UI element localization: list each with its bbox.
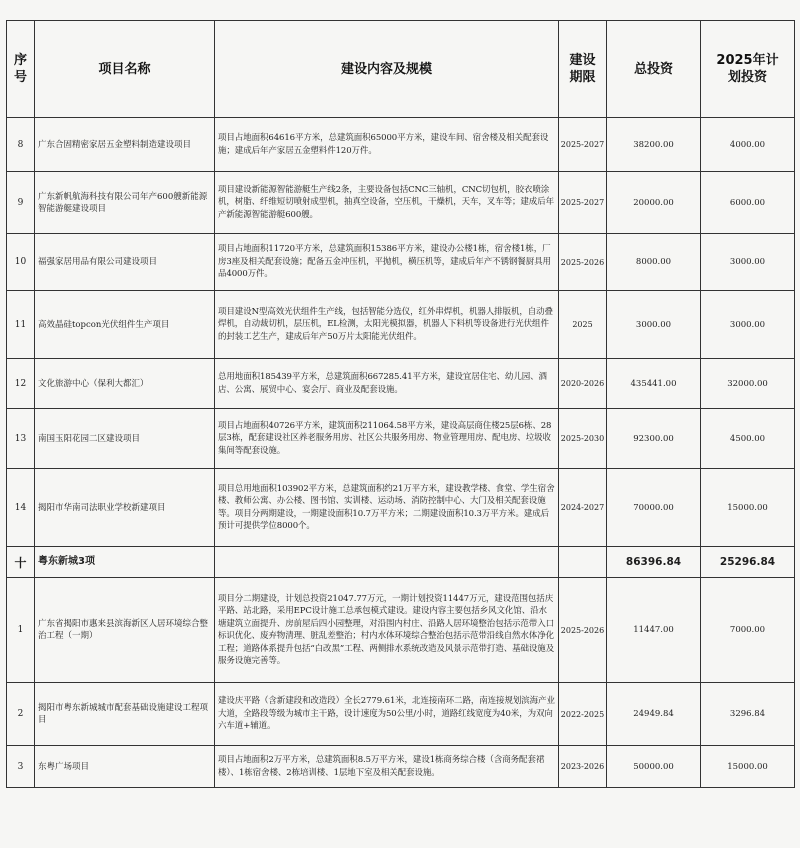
header-content: 建设内容及规模: [215, 21, 559, 118]
row-name: 福强家居用品有限公司建设项目: [35, 234, 215, 291]
row-no: 3: [7, 746, 35, 788]
row-name: 南国玉阳花园二区建设项目: [35, 409, 215, 469]
row-no: 13: [7, 409, 35, 469]
row-name: 东粤广场项目: [35, 746, 215, 788]
project-table: [6, 20, 795, 788]
row-period: 2025-2030: [559, 409, 607, 469]
row-total: 435441.00: [607, 359, 701, 409]
table-row: [7, 409, 795, 469]
table-row: [7, 683, 795, 746]
table-row: [7, 469, 795, 547]
row-plan: 3000.00: [701, 291, 795, 359]
row-name: 高效晶硅topcon光伏组件生产项目: [35, 291, 215, 359]
row-period: 2024-2027: [559, 469, 607, 547]
row-content: 项目占地面积2万平方米，总建筑面积8.5万平方米，建设1栋商务综合楼（含商务配套裙楼）、1栋宿舍楼、2栋培训楼、1层地下室及相关配套设施。: [215, 746, 559, 788]
section-no: 十: [7, 547, 35, 578]
row-total: 70000.00: [607, 469, 701, 547]
row-no: 12: [7, 359, 35, 409]
row-no: 1: [7, 578, 35, 683]
row-plan: 6000.00: [701, 172, 795, 234]
row-period: 2025: [559, 291, 607, 359]
row-no: 14: [7, 469, 35, 547]
header-row: [7, 21, 795, 118]
table-row: [7, 172, 795, 234]
row-content: 项目占地面积64616平方米，总建筑面积65000平方米，建设车间、宿舍楼及相关配套设施；建成后年产家居五金塑料件120万件。: [215, 118, 559, 172]
row-period: 2025-2027: [559, 118, 607, 172]
table-row: [7, 291, 795, 359]
row-plan: 32000.00: [701, 359, 795, 409]
row-content: 项目占地面积11720平方米，总建筑面积15386平方米，建设办公楼1栋，宿舍楼1栋，厂房3座及相关配套设施；配备五金冲压机，平抛机，横压机等，建成后年产不锈钢餐厨具用品4000万件。: [215, 234, 559, 291]
header-plan: 2025年计划投资: [701, 21, 795, 118]
row-plan: 3296.84: [701, 683, 795, 746]
header-total: 总投资: [607, 21, 701, 118]
row-period: 2025-2027: [559, 172, 607, 234]
row-plan: 3000.00: [701, 234, 795, 291]
row-content: 项目占地面积40726平方米，建筑面积211064.58平方米，建设高层商住楼25层6栋、28层3栋，配套建设社区养老服务用房、社区公共服务用房、物业管理用房、配电房、垃圾收集间等配套设施。: [215, 409, 559, 469]
row-total: 11447.00: [607, 578, 701, 683]
row-content: 项目总用地面积103902平方米，总建筑面积约21万平方米，建设教学楼、食堂、学生宿舍楼、教师公寓、办公楼、图书馆、实训楼、运动场、消防控制中心、大门及相关配套设施等。项目分两期建设，一期建设面积10.7万平方米；二期建设面积10.3万平方米。建成后预计可提供学位8000个。: [215, 469, 559, 547]
row-name: 揭阳市华南司法职业学校新建项目: [35, 469, 215, 547]
row-no: 8: [7, 118, 35, 172]
row-total: 20000.00: [607, 172, 701, 234]
row-period: 2023-2026: [559, 746, 607, 788]
row-plan: 4000.00: [701, 118, 795, 172]
section-total: 86396.84: [607, 547, 701, 578]
header-period: 建设期限: [559, 21, 607, 118]
row-total: 50000.00: [607, 746, 701, 788]
table-row: [7, 359, 795, 409]
row-no: 2: [7, 683, 35, 746]
row-name: 广东合固精密家居五金塑料制造建设项目: [35, 118, 215, 172]
row-no: 11: [7, 291, 35, 359]
table-row: [7, 578, 795, 683]
section-row: [7, 547, 795, 578]
section-plan: 25296.84: [701, 547, 795, 578]
table-row: [7, 746, 795, 788]
table-row: [7, 234, 795, 291]
row-period: 2022-2025: [559, 683, 607, 746]
row-plan: 15000.00: [701, 469, 795, 547]
section-period-empty: [559, 547, 607, 578]
row-total: 38200.00: [607, 118, 701, 172]
row-total: 8000.00: [607, 234, 701, 291]
row-total: 24949.84: [607, 683, 701, 746]
row-total: 3000.00: [607, 291, 701, 359]
section-content-empty: [215, 547, 559, 578]
row-content: 总用地面积185439平方米，总建筑面积667285.41平方米，建设宜居住宅、幼儿园、酒店、公寓、展贸中心、宴会厅、商业及配套设施。: [215, 359, 559, 409]
row-no: 10: [7, 234, 35, 291]
row-period: 2025-2026: [559, 578, 607, 683]
row-name: 文化旅游中心（保利大都汇）: [35, 359, 215, 409]
row-content: 项目建设新能源智能游艇生产线2条，主要设备包括CNC三轴机，CNC切包机，胶衣喷涂机，树脂、纤维短切喷射成型机，抽真空设备，空压机，干燥机，天车，叉车等；建成后年产新能源智能游艇600艘。: [215, 172, 559, 234]
table-row: [7, 118, 795, 172]
row-total: 92300.00: [607, 409, 701, 469]
row-content: 项目分二期建设，计划总投资21047.77万元，一期计划投资11447万元，建设范围包括庆平路、站北路，采用EPC设计施工总承包模式建设。建设内容主要包括乡风文化馆、沿水塘建筑立面提升、房前屋后四小园整理，对沿围内村庄、沿路人居环境整治包括示范带入口标识优化、废弃物清理、脏乱差整治；村内水体环境综合整治包括示范带沿线自然水体净化工程；道路体系提升包括“白改黑”工程、两侧排水系统改造及风景示范带打造、基础设施及服务设施完善等。: [215, 578, 559, 683]
row-content: 项目建设N型高效光伏组件生产线，包括智能分选仪，红外串焊机，机器人排版机，自动叠焊机，自动裁切机，层压机，EL检测，太阳光模拟器，机器人下料机等设备进行光伏组件的封装工艺生产，建成后年产50万片太阳能光伏组件。: [215, 291, 559, 359]
row-name: 广东省揭阳市惠来县滨海新区人居环境综合整治工程（一期）: [35, 578, 215, 683]
row-content: 建设庆平路（含新建段和改造段）全长2779.61米，北连接南环二路，南连接规划滨海产业大道，全路段等级为城市主干路，设计速度为50公里/小时，道路红线宽度为40米，为双向六车道+辅道。: [215, 683, 559, 746]
section-name: 粤东新城3项: [35, 547, 215, 578]
row-plan: 15000.00: [701, 746, 795, 788]
header-name: 项目名称: [35, 21, 215, 118]
row-plan: 4500.00: [701, 409, 795, 469]
row-period: 2020-2026: [559, 359, 607, 409]
row-plan: 7000.00: [701, 578, 795, 683]
header-seq: 序号: [7, 21, 35, 118]
row-no: 9: [7, 172, 35, 234]
row-period: 2025-2026: [559, 234, 607, 291]
row-name: 揭阳市粤东新城城市配套基础设施建设工程项目: [35, 683, 215, 746]
row-name: 广东新帆航海科技有限公司年产600艘新能源智能游艇建设项目: [35, 172, 215, 234]
